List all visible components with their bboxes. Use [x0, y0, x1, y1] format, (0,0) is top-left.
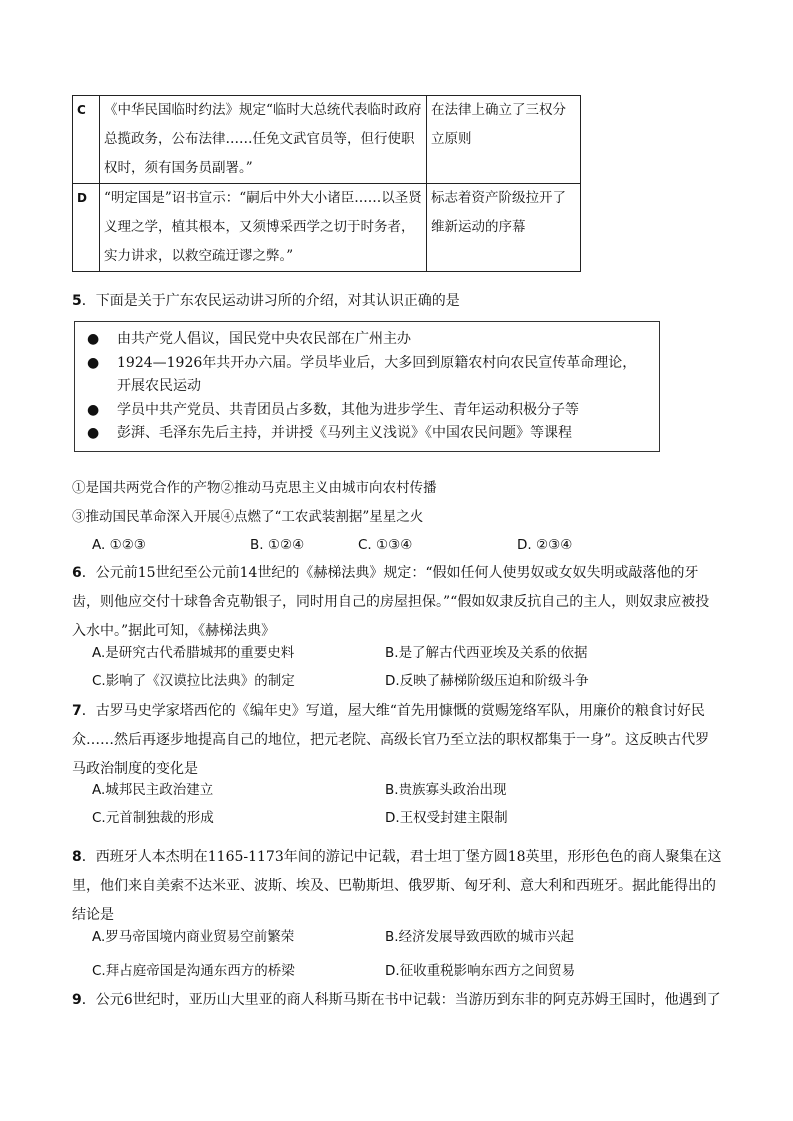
question-number: 8 [72, 849, 82, 865]
list-item: ● 学员中共产党员、共青团员占多数，其他为进步学生、青年运动积极分子等 [87, 399, 649, 423]
options-table [72, 95, 581, 272]
choice-a[interactable]: A. ①②③ [92, 537, 146, 553]
info-box [74, 321, 660, 452]
question-text: ．西班牙人本杰明在1165-1173年间的游记中记载，君士坦丁堡方圆18英里，形形色色的商人聚集在这里，他们来自美索不达米亚、波斯、埃及、巴勒斯坦、俄罗斯、匈牙利、意大利和西班牙。据此能得出的结论是 [72, 849, 722, 923]
bullet-icon: ● [87, 354, 100, 371]
question-8-stem [72, 843, 722, 930]
question-text: ．下面是关于广东农民运动讲习所的介绍，对其认识正确的是 [81, 293, 460, 309]
choice-c[interactable]: C. ①③④ [358, 537, 413, 553]
row-description: “明定国是”诏书宣示：“嗣后中外大小诸臣‥‥‥以圣贤义理之学，植其根本，又须博采西学之切于时务者，实力讲求，以救空疏迂谬之弊。” [100, 184, 427, 272]
choice-a[interactable]: A.城邦民主政治建立 [92, 782, 214, 798]
choice-c[interactable]: C.影响了《汉谟拉比法典》的制定 [92, 673, 295, 689]
bullet-icon: ● [87, 425, 100, 441]
choice-a[interactable]: A.罗马帝国境内商业贸易空前繁荣 [92, 929, 295, 945]
question-number: 5 [72, 293, 82, 309]
question-text: ．公元6世纪时，亚历山大里亚的商人科斯马斯在书中记载：当游历到东非的阿克苏姆王国时，他遇到了 [81, 992, 721, 1008]
choice-d[interactable]: D.王权受封建主限制 [385, 810, 508, 826]
question-number: 6 [72, 565, 82, 581]
statements-line-1: ①是国共两党合作的产物②推动马克思主义由城市向农村传播 [72, 480, 437, 496]
question-6-stem [72, 559, 722, 646]
statements-line-2: ③推动国民革命深入开展④点燃了“工农武装割据”星星之火 [72, 509, 424, 525]
choice-d[interactable]: D. ②③④ [517, 537, 573, 553]
choice-b[interactable]: B.是了解古代西亚埃及关系的依据 [385, 645, 588, 661]
row-key: C [73, 96, 100, 184]
row-description: 《中华民国临时约法》规定“临时大总统代表临时政府总揽政务，公布法律‥‥‥任免文武官员等，但行使职权时，须有国务员副署。” [100, 96, 427, 184]
choice-d[interactable]: D.征收重税影响东西方之间贸易 [385, 963, 576, 979]
question-5-stem [72, 287, 460, 316]
question-text: ．古罗马史学家塔西佗的《编年史》写道，屋大维“首先用慷慨的赏赐笼络军队，用廉价的粮食讨好民众‥‥‥然后再逐步地提高自己的地位，把元老院、高级长官乃至立法的职权都集于一身”。这反映古代罗马政治制度的变化是 [72, 703, 710, 777]
list-item: ● 由共产党人倡议，国民党中央农民部在广州主办 [87, 328, 649, 352]
question-number: 7 [72, 703, 82, 719]
question-7-stem [72, 697, 722, 784]
choice-d[interactable]: D.反映了赫梯阶级压迫和阶级斗争 [385, 673, 589, 689]
table-row [73, 184, 581, 272]
list-item: ● 彭湃、毛泽东先后主持，并讲授《马列主义浅说》《中国农民问题》等课程 [87, 422, 649, 446]
row-result: 在法律上确立了三权分立原则 [427, 96, 581, 184]
row-result: 标志着资产阶级拉开了维新运动的序幕 [427, 184, 581, 272]
question-9-stem [72, 986, 722, 1015]
bullet-icon: ● [87, 401, 100, 418]
choice-b[interactable]: B. ①②④ [250, 537, 305, 553]
question-number: 9 [72, 992, 82, 1008]
choice-a[interactable]: A.是研究古代希腊城邦的重要史料 [92, 645, 295, 661]
row-key: D [73, 184, 100, 272]
question-text: ．公元前15世纪至公元前14世纪的《赫梯法典》规定：“假如任何人使男奴或女奴失明或敲落他的牙齿，则他应交付十球鲁舍克勒银子，同时用自己的房屋担保。”“假如奴隶反抗自己的主人，则奴隶应被投入水中。”据此可知，《赫梯法典》 [72, 565, 710, 639]
choice-b[interactable]: B.经济发展导致西欧的城市兴起 [385, 929, 575, 945]
table-row [73, 96, 581, 184]
choice-b[interactable]: B.贵族寡头政治出现 [385, 782, 507, 798]
choice-c[interactable]: C.元首制独裁的形成 [92, 810, 214, 826]
choice-c[interactable]: C.拜占庭帝国是沟通东西方的桥梁 [92, 963, 295, 979]
bullet-icon: ● [87, 331, 100, 347]
list-item: ● 1924—1926年共开办六届。学员毕业后，大多回到原籍农村向农民宣传革命理论，开展农民运动 [87, 352, 649, 399]
